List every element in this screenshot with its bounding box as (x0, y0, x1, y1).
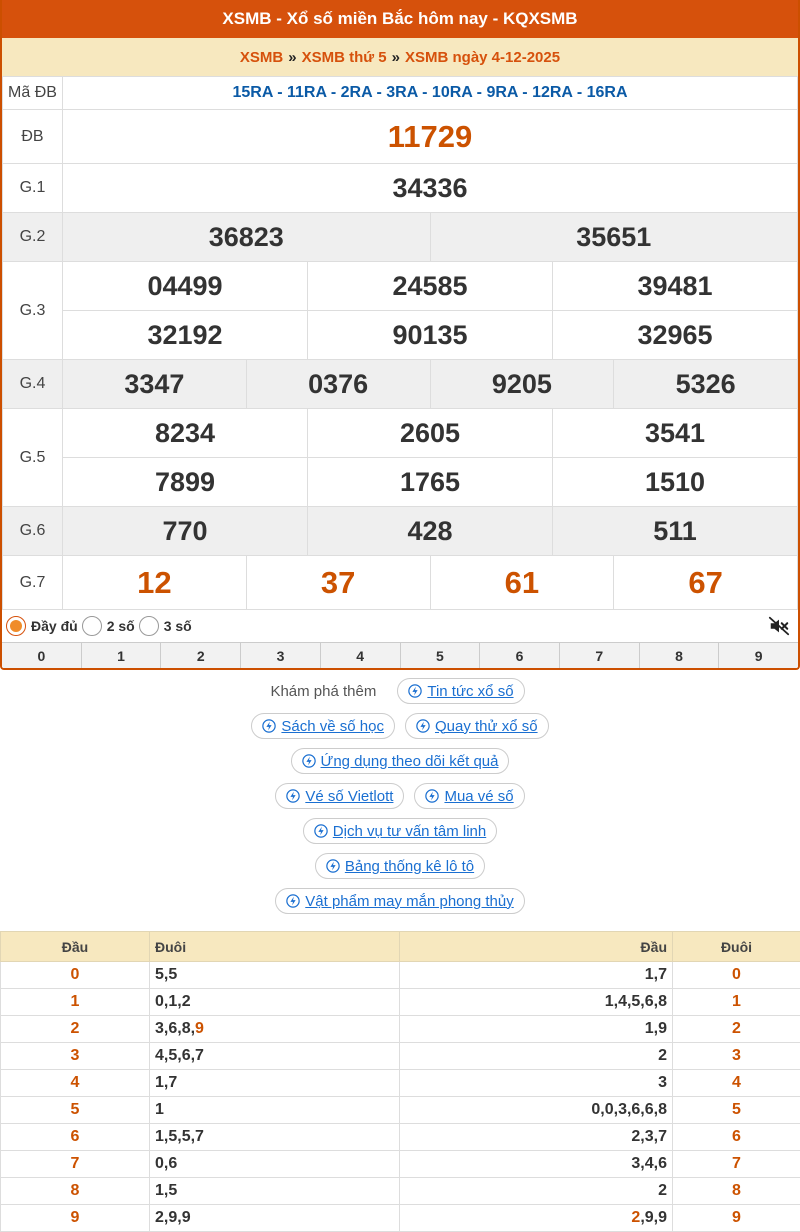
prize-5-number: 7899 (63, 458, 308, 507)
bolt-circle-icon (286, 789, 300, 803)
bolt-circle-icon (326, 859, 340, 873)
breadcrumb (2, 38, 798, 76)
table-row: 0 5,5 1,7 0 (1, 962, 800, 989)
page-title: XSMB - Xổ số miền Bắc hôm nay - KQXSMB (2, 0, 798, 38)
header-dau: Đầu (1, 932, 150, 962)
prize-5-number: 3541 (553, 409, 798, 458)
table-row: 9 2,9,9 2,9,9 9 (1, 1205, 800, 1232)
radio-icon (82, 616, 102, 636)
option-3-digits[interactable] (139, 616, 192, 636)
prize-6-number: 770 (63, 507, 308, 556)
explore-link-books[interactable]: Sách về số học (251, 713, 395, 739)
digit-button[interactable]: 9 (754, 647, 763, 664)
digit-button[interactable]: 2 (161, 643, 241, 668)
prize-7-number: 67 (614, 556, 798, 610)
prize-5-number: 1510 (553, 458, 798, 507)
prize-5-number: 2605 (308, 409, 553, 458)
prize-3-number: 90135 (308, 311, 553, 360)
prize-4-number: 3347 (63, 360, 247, 409)
option-full[interactable] (6, 616, 78, 636)
prize-5-number: 1765 (308, 458, 553, 507)
results-table (2, 76, 798, 610)
table-row: 5 1 0,0,3,6,6,8 5 (1, 1097, 800, 1124)
explore-link-buy-ticket[interactable]: Mua vé số (414, 783, 524, 809)
digit-button[interactable]: 0 (2, 643, 82, 668)
display-options (2, 610, 798, 642)
label-db: ĐB (3, 110, 63, 164)
breadcrumb-xsmb-date[interactable]: XSMB ngày 4-12-2025 (405, 48, 561, 66)
label-g3: G.3 (3, 262, 63, 360)
prize-4-number: 0376 (246, 360, 430, 409)
radio-icon (139, 616, 159, 636)
mute-icon[interactable] (768, 615, 790, 637)
option-label: 3 số (163, 618, 192, 634)
radio-selected-icon (6, 616, 26, 636)
explore-link-vietlott[interactable]: Vé số Vietlott (275, 783, 404, 809)
prize-1: 34336 (63, 164, 798, 213)
bolt-circle-icon (408, 684, 422, 698)
prize-2-number: 36823 (63, 213, 431, 262)
label-g6: G.6 (3, 507, 63, 556)
digit-button[interactable]: 8 (640, 643, 720, 668)
digit-filter (2, 642, 798, 668)
header-duoi: Đuôi (673, 932, 800, 962)
table-row: 2 3,6,8,9 1,9 2 (1, 1016, 800, 1043)
prize-6-number: 511 (553, 507, 798, 556)
header-dau: Đầu (400, 932, 673, 962)
prize-3-number: 39481 (553, 262, 798, 311)
bolt-circle-icon (262, 719, 276, 733)
prize-4-number: 9205 (430, 360, 614, 409)
explore-label: Khám phá thêm (270, 682, 377, 700)
prize-7-number: 12 (63, 556, 247, 610)
prize-3-number: 32192 (63, 311, 308, 360)
special-highlight: 9 (195, 1020, 204, 1037)
breadcrumb-separator: » (288, 48, 297, 66)
option-label: Đầy đủ (31, 618, 78, 634)
bolt-circle-icon (302, 754, 316, 768)
explore-link-loto-stats[interactable]: Bảng thống kê lô tô (315, 853, 485, 879)
table-row: 6 1,5,5,7 2,3,7 6 (1, 1124, 800, 1151)
loto-table (0, 931, 800, 1232)
digit-button[interactable]: 4 (321, 643, 401, 668)
prize-7-number: 37 (246, 556, 430, 610)
prize-7-number: 61 (430, 556, 614, 610)
label-g5: G.5 (3, 409, 63, 507)
explore-section (0, 678, 800, 923)
explore-link-spiritual[interactable]: Dịch vụ tư vấn tâm linh (303, 818, 497, 844)
label-g2: G.2 (3, 213, 63, 262)
explore-link-trial-draw[interactable]: Quay thử xổ số (405, 713, 549, 739)
label-g4: G.4 (3, 360, 63, 409)
prize-2-number: 35651 (430, 213, 798, 262)
prize-3-number: 32965 (553, 311, 798, 360)
explore-link-fengshui[interactable]: Vật phẩm may mắn phong thủy (275, 888, 524, 914)
option-2-digits[interactable] (82, 616, 135, 636)
bolt-circle-icon (416, 719, 430, 733)
prize-3-number: 24585 (308, 262, 553, 311)
table-row: 3 4,5,6,7 2 3 (1, 1043, 800, 1070)
explore-link-news[interactable]: Tin tức xổ số (397, 678, 524, 704)
special-prize: 11729 (63, 110, 798, 164)
table-row: 1 0,1,2 1,4,5,6,8 1 (1, 989, 800, 1016)
table-row: 8 1,5 2 8 (1, 1178, 800, 1205)
digit-button[interactable]: 1 (82, 643, 162, 668)
digit-button[interactable]: 6 (480, 643, 560, 668)
digit-button[interactable]: 7 (560, 643, 640, 668)
breadcrumb-separator: » (391, 48, 400, 66)
bolt-circle-icon (425, 789, 439, 803)
prize-4-number: 5326 (614, 360, 798, 409)
special-highlight: 2 (631, 1209, 641, 1226)
ma-db-codes: 15RA - 11RA - 2RA - 3RA - 10RA - 9RA - 12RA - 16RA (63, 77, 798, 110)
table-row: 4 1,7 3 4 (1, 1070, 800, 1097)
prize-5-number: 8234 (63, 409, 308, 458)
prize-6-number: 428 (308, 507, 553, 556)
loto-table-section (0, 931, 800, 1232)
explore-link-tracking-app[interactable]: Ứng dụng theo dõi kết quả (291, 748, 510, 774)
label-g1: G.1 (3, 164, 63, 213)
prize-3-number: 04499 (63, 262, 308, 311)
label-g7: G.7 (3, 556, 63, 610)
breadcrumb-xsmb-thu-5[interactable]: XSMB thứ 5 (301, 48, 387, 66)
breadcrumb-xsmb[interactable]: XSMB (239, 48, 284, 66)
bolt-circle-icon (286, 894, 300, 908)
digit-button[interactable]: 5 (401, 643, 481, 668)
label-ma-db: Mã ĐB (3, 77, 63, 110)
digit-button[interactable]: 3 (241, 643, 321, 668)
table-row: 7 0,6 3,4,6 7 (1, 1151, 800, 1178)
option-label: 2 số (106, 618, 135, 634)
bolt-circle-icon (314, 824, 328, 838)
header-duoi: Đuôi (150, 932, 400, 962)
